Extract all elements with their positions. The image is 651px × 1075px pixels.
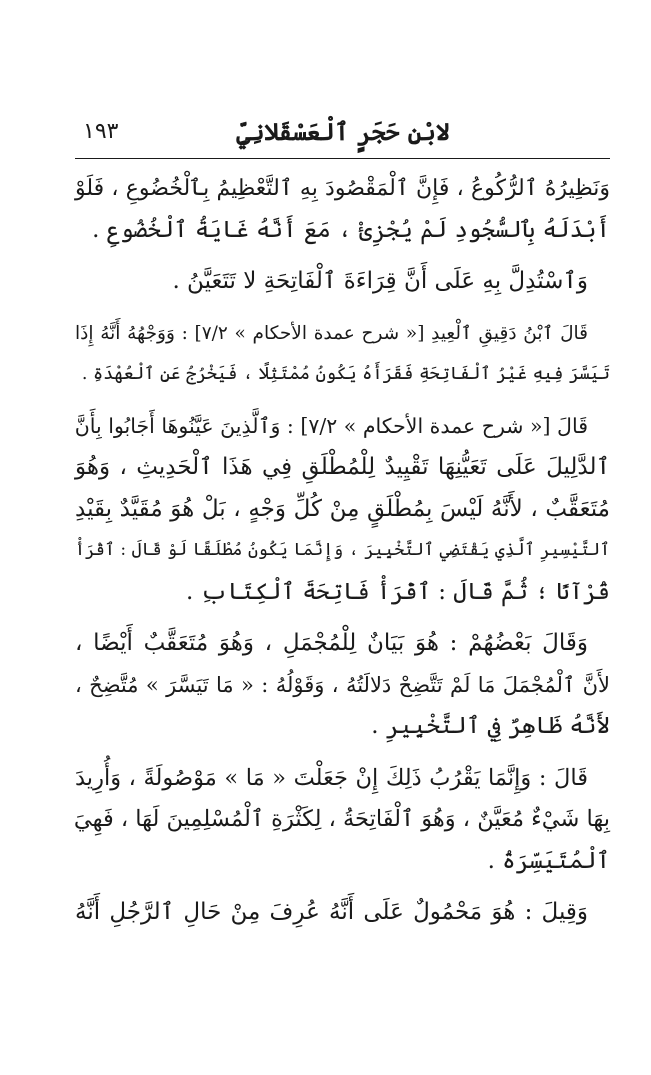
- paragraph-6: [75, 758, 610, 883]
- page-number: ١٩٣: [83, 119, 119, 144]
- text-line: مُتَعَقَّبٌ ، لأَنَّهُ لَيْسَ بِمُطْلَقٍ مِنْ كُلِّ وَجْهٍ ، بَلْ هُوَ مُقَيَّدٌ بِقَيْدِ: [75, 495, 610, 522]
- paragraph-4: [75, 406, 610, 614]
- text-line: ٱلتَّيْسِيرِ ٱلَّذِي يَقْتَضِي ٱلتَّخْيِيرَ ، وَإِنَّمَا يَكُونُ مُطْلَقًا لَوْ قَالَ : ٱقْرَأْ: [75, 540, 610, 560]
- text-line: قَالَ [« شرح عمدة الأحكام » ٧/٢] : وَٱلَّذِينَ عَيَّنُوهَا أَجَابُوا بِأَنَّ: [74, 413, 588, 438]
- text-line: ٱلدَّلِيلَ عَلَى تَعَيُّنِهَا تَقْيِيدٌ لِلْمُطْلَقِ فِي هَذَا ٱلْحَدِيثِ ، وَهُوَ: [75, 454, 610, 480]
- paragraph-1: [75, 168, 610, 251]
- text-line: قَالَ ٱبْنُ دَقِيقِ ٱلْعِيدِ [« شرح عمدة الأحكام » ٧/٢] : وَوَجْهُهُ أَنَّهُ إِذَا: [75, 322, 588, 344]
- paragraph-3: [75, 313, 610, 396]
- text-line: لأَنَّهُ ظَاهِرٌ فِي ٱلتَّخْيِيرِ .: [371, 713, 610, 739]
- text-line: بِهَا شَيْءٌ مُعَيَّنٌ ، وَهُوَ ٱلْفَاتِحَةُ ، لِكَثْرَةِ ٱلْمُسْلِمِينَ لَهَا ، فَهِيَ: [73, 806, 610, 832]
- text-line: ٱلْمُتَيَسِّرَةُ .: [487, 847, 610, 874]
- text-line: وَقِيلَ : هُوَ مَحْمُولٌ عَلَى أَنَّهُ عُرِفَ مِنْ حَالِ ٱلرَّجُلِ أَنَّهُ: [75, 899, 588, 925]
- text-line: وَنَظِيرُهُ ٱلرُّكُوعُ ، فَإِنَّ ٱلْمَقْصُودَ بِهِ ٱلتَّعْظِيمُ بِٱلْخُضُوعِ ، فَلَوْ: [75, 176, 610, 201]
- paragraph-2: [75, 261, 610, 303]
- running-title: لابْنِ حَجَرٍ ٱلْعَسْقَلانِيِّ: [236, 117, 450, 146]
- text-line: وَقَالَ بَعْضُهُمْ : هُوَ بَيَانٌ لِلْمُجْمَلِ ، وَهُوَ مُتَعَقَّبٌ أَيْضًا ،: [75, 630, 589, 656]
- text-line: قَالَ : وَإِنَّمَا يَقْرُبُ ذَلِكَ إِنْ جَعَلْتَ « مَا » مَوْصُولَةً ، وَأُرِيدَ: [75, 764, 588, 791]
- page-body: [75, 168, 610, 944]
- text-line: لأَنَّ ٱلْمُجْمَلَ مَا لَمْ تَتَّضِحْ دَلالَتُهُ ، وَقَوْلُهُ : « مَا تَيَسَّرَ » مُتَّضِحٌ ،: [75, 672, 610, 697]
- paragraph-5: [75, 623, 610, 748]
- paragraph-7: [75, 892, 610, 934]
- text-line: أَبْدَلَهُ بِٱلسُّجُودِ لَمْ يُجْزِئْ ، مَعَ أَنَّهُ غَايَةُ ٱلْخُضُوعِ .: [92, 216, 610, 243]
- page-header: [75, 112, 610, 156]
- text-line: تَيَسَّرَ فِيهِ غَيْرُ ٱلْفَاتِحَةِ فَقَرَأَهُ يَكُونُ مُمْتَثِلًا ، فَيَخْرُجُ عَنِ ٱلْعُهْدَةِ .: [81, 364, 610, 384]
- header-rule: [75, 158, 610, 159]
- text-line: قُرْآنًا ؛ ثُمَّ قَالَ : ٱقْرَأْ فَاتِحَةَ ٱلْكِتَابِ .: [186, 578, 610, 605]
- text-line: وَٱسْتُدِلَّ بِهِ عَلَى أَنَّ قِرَاءَةَ ٱلْفَاتِحَةِ لا تَتَعَيَّنُ .: [172, 268, 588, 294]
